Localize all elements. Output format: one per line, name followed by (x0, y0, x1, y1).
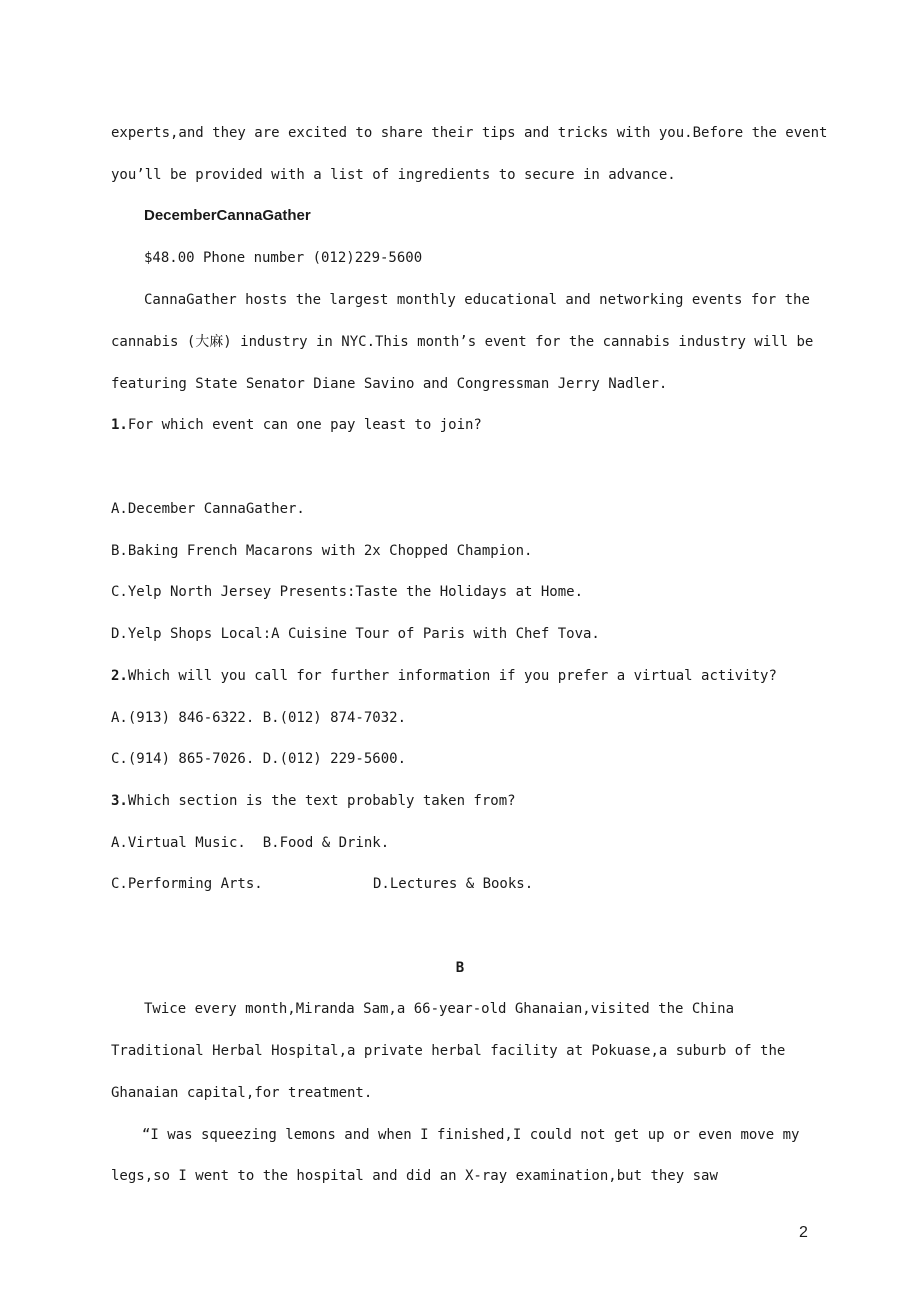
question-3-option-c: C.Performing Arts. (111, 876, 263, 892)
question-2 (111, 666, 777, 686)
question-1-option-d: D.Yelp Shops Local:A Cuisine Tour of Paris with Chef Tova. (111, 626, 600, 642)
question-2-options-ab: A.(913) 846-6322. B.(012) 874-7032. (111, 710, 407, 726)
question-3 (111, 791, 516, 811)
passage-b-para2-line-2: legs,so I went to the hospital and did an X-ray examination,but they saw (111, 1168, 718, 1184)
section-heading-b: B (455, 960, 465, 976)
question-number: 3. (111, 793, 128, 809)
event-desc-line-1: CannaGather hosts the largest monthly educational and networking events for the (144, 292, 810, 308)
question-3-options-ab: A.Virtual Music. B.Food & Drink. (111, 835, 390, 851)
passage-b-para2-line-1: “I was squeezing lemons and when I finished,I could not get up or even move my (142, 1127, 800, 1143)
passage-a-intro-line-1: experts,and they are excited to share their tips and tricks with you.Before the event (111, 125, 828, 141)
question-text: For which event can one pay least to join? (127, 417, 482, 433)
question-1-option-c: C.Yelp North Jersey Presents:Taste the Holidays at Home. (111, 584, 584, 600)
passage-b-para1-line-1: Twice every month,Miranda Sam,a 66-year-old Ghanaian,visited the China (144, 1001, 735, 1017)
event-title: DecemberCannaGather (144, 207, 311, 224)
event-desc-line-3: featuring State Senator Diane Savino and Congressman Jerry Nadler. (111, 376, 668, 392)
question-1-option-b: B.Baking French Macarons with 2x Chopped Champion. (111, 543, 533, 559)
page-number: 2 (799, 1224, 808, 1241)
question-3-option-d: D.Lectures & Books. (373, 876, 534, 892)
event-price-phone: $48.00 Phone number (012)229-5600 (144, 250, 423, 266)
question-text: Which will you call for further information if you prefer a virtual activity? (127, 668, 777, 684)
passage-b-para1-line-2: Traditional Herbal Hospital,a private herbal facility at Pokuase,a suburb of the (111, 1043, 786, 1059)
question-number: 1. (111, 417, 128, 433)
question-number: 2. (111, 668, 128, 684)
question-2-options-cd: C.(914) 865-7026. D.(012) 229-5600. (111, 751, 407, 767)
question-1-option-a: A.December CannaGather. (111, 501, 305, 517)
question-1 (111, 415, 482, 435)
event-desc-line-2: cannabis (大麻) industry in NYC.This month’s event for the cannabis industry will be (111, 334, 814, 350)
passage-a-intro-line-2: you’ll be provided with a list of ingredients to secure in advance. (111, 167, 676, 183)
question-text: Which section is the text probably taken from? (127, 793, 516, 809)
passage-b-para1-line-3: Ghanaian capital,for treatment. (111, 1085, 373, 1101)
